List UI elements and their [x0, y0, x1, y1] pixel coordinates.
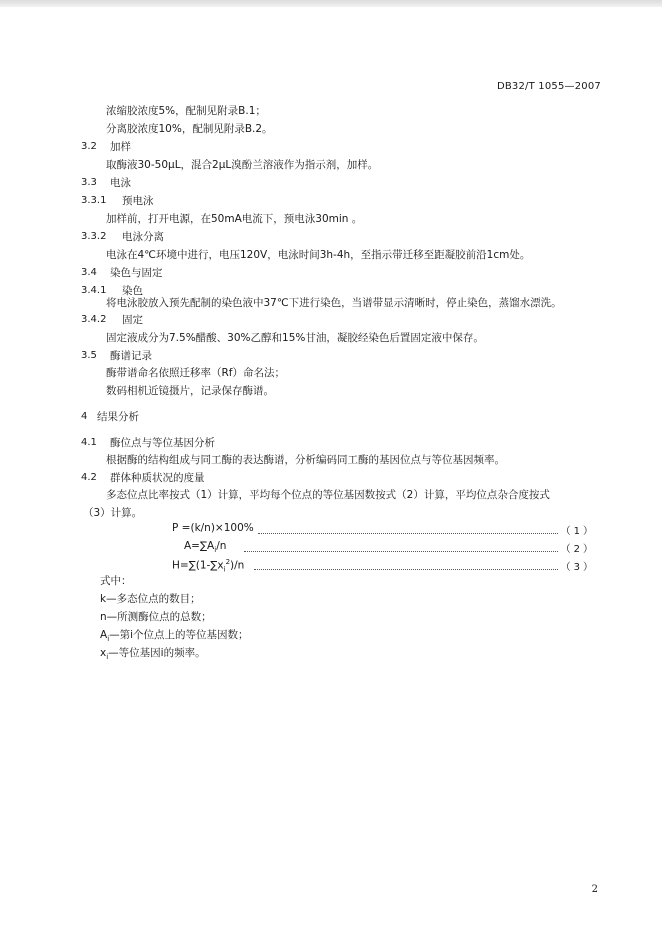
scan-edge-strip	[0, 0, 662, 7]
text-line: 数码相机近镜摄片，记录保存酶谱。	[106, 385, 274, 397]
equation-number: （1）	[560, 526, 596, 537]
section-number: 3.4.2	[81, 314, 107, 325]
text-line: 多态位点比率按式（1）计算，平均每个位点的等位基因数按式（2）计算，平均位点杂合度按式	[106, 489, 550, 501]
text-line: 浓缩胶浓度5%，配制见附录B.1；	[106, 105, 266, 117]
section-number: 3.3	[81, 177, 97, 188]
text-line: 分离胶浓度10%，配制见附录B.2。	[106, 123, 273, 135]
definition-item: $x_i—$等位基因i的频率。	[100, 647, 206, 662]
section-title: 群体种质状况的度量	[110, 472, 205, 484]
text-line: 电泳在4℃环境中进行，电压120V，电泳时间3h-4h，至指示带迁移至距凝胶前沿1cm处。	[106, 249, 531, 261]
section-number: 3.4	[81, 267, 97, 278]
section-title: 电泳分离	[122, 231, 164, 243]
section-number: 3.2	[81, 141, 97, 152]
equation-number: （3）	[560, 562, 596, 573]
text-line: 加样前，打开电源，在50mA电流下，预电泳30min 。	[106, 213, 363, 225]
section-number: 3.5	[81, 350, 97, 361]
standard-code: DB32/T 1055—2007	[496, 81, 601, 92]
text-line: 酶带谱命名依照迁移率（Rf）命名法；	[106, 367, 285, 379]
definition-item: n—所测酶位点的总数；	[100, 611, 212, 623]
section-title: 结果分析	[97, 411, 139, 423]
leader-dots	[258, 532, 558, 534]
section-title: 固定	[122, 314, 143, 326]
section-number: 4.1	[81, 437, 97, 448]
section-number: 3.4.1	[81, 285, 107, 296]
section-number: 3.3.2	[81, 231, 107, 242]
text-line: 固定液成分为7.5%醋酸、30%乙醇和15%甘油，凝胶经染色后置固定液中保存。	[106, 332, 484, 344]
formula-2: $A=\sum A_i/n$	[184, 540, 227, 555]
text-line: 取酶液30-50μL，混合2μL溴酚兰溶液作为指示剂，加样。	[106, 159, 379, 171]
section-number: 4	[81, 411, 88, 422]
definitions-intro: 式中：	[100, 575, 132, 587]
definition-item: $A_i—$第i个位点上的等位基因数；	[100, 629, 249, 644]
section-title: 染色与固定	[110, 267, 163, 279]
formula-1: P =(k/n)×100%	[172, 522, 254, 534]
page-number: 2	[591, 884, 598, 895]
section-title: 预电泳	[122, 195, 154, 207]
section-title: 酶谱记录	[110, 350, 152, 362]
equation-number: （2）	[560, 544, 596, 555]
definition-item: k—多态位点的数目；	[100, 593, 201, 605]
section-title: 电泳	[110, 177, 131, 189]
leader-dots	[254, 568, 558, 570]
text-line: 将电泳胶放入预先配制的染色液中37℃下进行染色，当谱带显示清晰时，停止染色，蒸馏水漂洗。	[106, 297, 562, 309]
section-title: 加样	[110, 141, 131, 153]
text-line: （3）计算。	[83, 507, 143, 519]
section-title: 酶位点与等位基因分析	[110, 437, 215, 449]
section-title: 染色	[122, 285, 143, 297]
text-line: 根据酶的结构组成与同工酶的表达酶谱，分析编码同工酶的基因位点与等位基因频率。	[106, 454, 505, 466]
section-number: 3.3.1	[81, 195, 107, 206]
formula-3: $H=\sum(1-\sum x_i^2)/n$	[172, 558, 245, 574]
section-number: 4.2	[81, 472, 97, 483]
leader-dots	[244, 550, 558, 552]
